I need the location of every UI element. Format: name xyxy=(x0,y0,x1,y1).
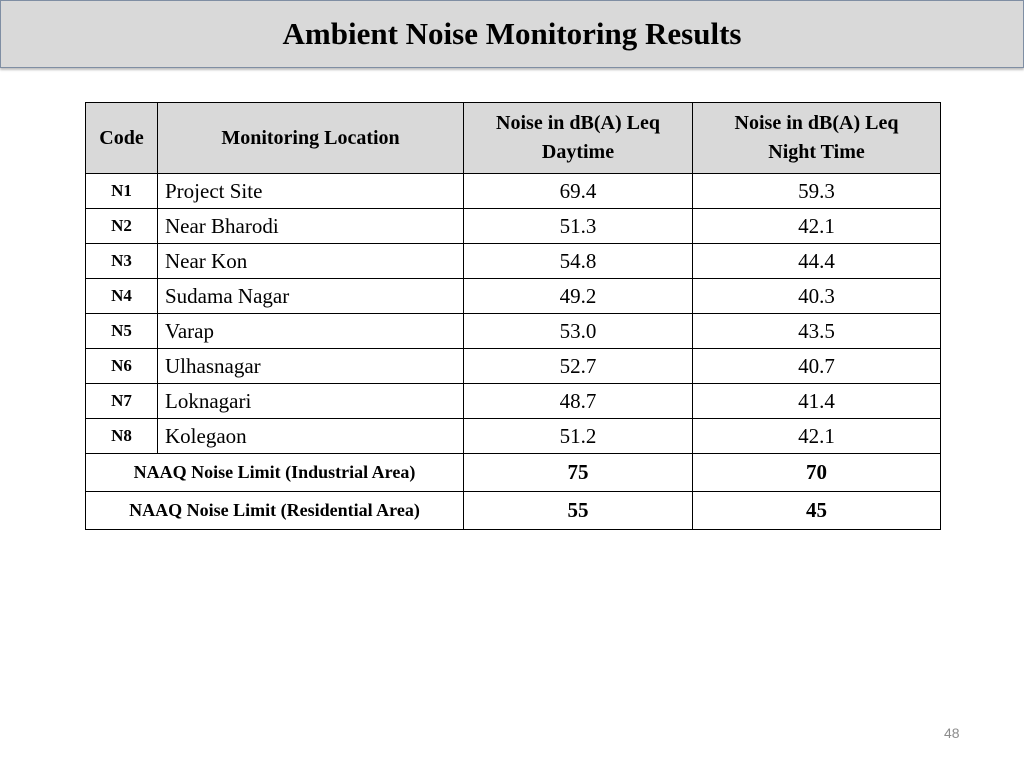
monitoring-location: Varap xyxy=(158,314,464,349)
nighttime-value: 43.5 xyxy=(693,314,941,349)
table-row xyxy=(86,174,941,209)
limit-nighttime-value: 45 xyxy=(693,492,941,530)
header-daytime-line1: Noise in dB(A) Leq xyxy=(496,112,660,134)
monitoring-location: Near Bharodi xyxy=(158,209,464,244)
table-header-row xyxy=(86,103,941,174)
daytime-value: 48.7 xyxy=(464,384,693,419)
nighttime-value: 59.3 xyxy=(693,174,941,209)
nighttime-value: 40.3 xyxy=(693,279,941,314)
station-code: N2 xyxy=(86,209,158,244)
limit-daytime-value: 75 xyxy=(464,454,693,492)
header-nighttime-line2: Night Time xyxy=(768,141,865,163)
daytime-value: 53.0 xyxy=(464,314,693,349)
nighttime-value: 44.4 xyxy=(693,244,941,279)
table-row xyxy=(86,244,941,279)
limit-label: NAAQ Noise Limit (Residential Area) xyxy=(86,492,464,530)
header-daytime xyxy=(464,103,693,174)
title-bar xyxy=(0,0,1024,68)
header-location: Monitoring Location xyxy=(158,103,464,174)
station-code: N3 xyxy=(86,244,158,279)
nighttime-value: 41.4 xyxy=(693,384,941,419)
header-code: Code xyxy=(86,103,158,174)
header-daytime-line2: Daytime xyxy=(541,141,615,163)
daytime-value: 69.4 xyxy=(464,174,693,209)
daytime-value: 51.2 xyxy=(464,419,693,454)
station-code: N8 xyxy=(86,419,158,454)
nighttime-value: 40.7 xyxy=(693,349,941,384)
monitoring-location: Sudama Nagar xyxy=(158,279,464,314)
header-nighttime xyxy=(693,103,941,174)
station-code: N1 xyxy=(86,174,158,209)
monitoring-location: Near Kon xyxy=(158,244,464,279)
daytime-value: 51.3 xyxy=(464,209,693,244)
limit-nighttime-value: 70 xyxy=(693,454,941,492)
station-code: N7 xyxy=(86,384,158,419)
limit-daytime-value: 55 xyxy=(464,492,693,530)
header-nighttime-line1: Noise in dB(A) Leq xyxy=(734,112,899,134)
table-row xyxy=(86,349,941,384)
table-row xyxy=(86,279,941,314)
station-code: N6 xyxy=(86,349,158,384)
nighttime-value: 42.1 xyxy=(693,209,941,244)
daytime-value: 54.8 xyxy=(464,244,693,279)
daytime-value: 52.7 xyxy=(464,349,693,384)
station-code: N5 xyxy=(86,314,158,349)
station-code: N4 xyxy=(86,279,158,314)
page-title: Ambient Noise Monitoring Results xyxy=(282,16,742,51)
limit-row-industrial xyxy=(86,454,941,492)
monitoring-location: Loknagari xyxy=(158,384,464,419)
table-row xyxy=(86,209,941,244)
monitoring-location: Project Site xyxy=(158,174,464,209)
monitoring-location: Kolegaon xyxy=(158,419,464,454)
page-number: 48 xyxy=(944,725,960,741)
noise-results-table xyxy=(85,102,941,530)
limit-label: NAAQ Noise Limit (Industrial Area) xyxy=(86,454,464,492)
table-row xyxy=(86,419,941,454)
monitoring-location: Ulhasnagar xyxy=(158,349,464,384)
table-row xyxy=(86,384,941,419)
limit-row-residential xyxy=(86,492,941,530)
table-row xyxy=(86,314,941,349)
nighttime-value: 42.1 xyxy=(693,419,941,454)
daytime-value: 49.2 xyxy=(464,279,693,314)
